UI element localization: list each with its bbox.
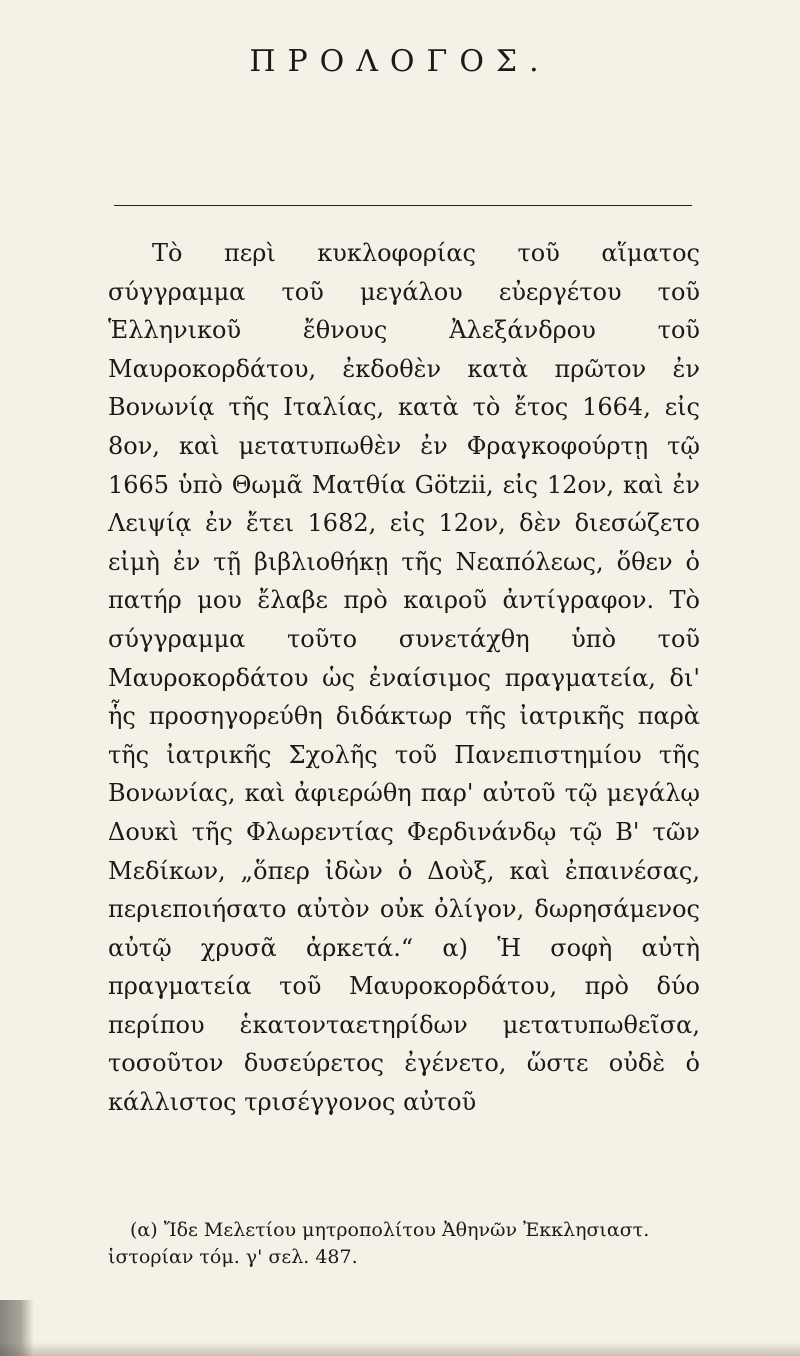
prologue-text: Τὸ περὶ κυκλοφορίας τοῦ αἵματος σύγγραμμα τοῦ μεγάλου εὐεργέτου τοῦ Ἑλληνικοῦ ἔθνους Ἀλεξάνδρου τοῦ Μαυροκορδάτου, ἐκδοθὲν κατὰ πρῶτον ἐν Βονωνίᾳ τῆς Ιταλίας, κατὰ τὸ ἔτος 1664, εἰς 8ον, καὶ μετατυπωθὲν ἐν Φραγκοφούρτῃ τῷ 1665 ὑπὸ Θωμᾶ Ματθία Götzii, εἰς 12ον, καὶ ἐν Λειψίᾳ ἐν ἔτει 1682, εἰς 12ον, δὲν διεσώζετο εἰμὴ ἐν τῇ βιβλιοθήκῃ τῆς Νεαπόλεως, ὅθεν ὁ πατήρ μου ἔλαβε πρὸ καιροῦ ἀντίγραφον. Τὸ σύγγραμμα τοῦτο συνετάχθη ὑπὸ τοῦ Μαυροκορδάτου ὡς ἐναίσιμος πραγματεία, δι' ἧς προσηγορεύθη διδάκτωρ τῆς ἰατρικῆς παρὰ τῆς ἰατρικῆς Σχολῆς τοῦ Πανεπιστημίου τῆς Βονωνίας, καὶ ἀφιερώθη παρ' αὐτοῦ τῷ μεγάλῳ Δουκὶ τῆς Φλωρεντίας Φερδινάνδῳ τῷ Β' τῶν Μεδίκων, „ὅπερ ἰδὼν ὁ Δοὺξ, καὶ ἐπαινέσας, περιεποιήσατο αὐτὸν οὐκ ὀλίγον, δωρησάμενος αὐτῷ χρυσᾶ ἀρκετά.“ α) Ἡ σοφὴ αὐτὴ πραγματεία τοῦ Μαυροκορδάτου, πρὸ δύο περίπου ἑκατονταετηρίδων μετατυπωθεῖσα, τοσοῦτον δυσεύρετος ἐγένετο, ὥστε οὐδὲ ὁ κάλλιστος τρισέγγονος αὐτοῦ xyxy=(108,239,700,1117)
footnote-text: (α) Ἴδε Μελετίου μητροπολίτου Ἀθηνῶν Ἐκκλησιαστ. ἱστορίαν τόμ. γ' σελ. 487. xyxy=(108,1219,650,1268)
page-title: ΠΡΟΛΟΓΟΣ. xyxy=(249,44,551,79)
prologue-paragraph xyxy=(108,234,700,1122)
title-divider xyxy=(114,205,692,206)
scan-shadow xyxy=(0,1300,34,1356)
page-edge xyxy=(0,1342,800,1356)
footnote xyxy=(108,1217,700,1271)
